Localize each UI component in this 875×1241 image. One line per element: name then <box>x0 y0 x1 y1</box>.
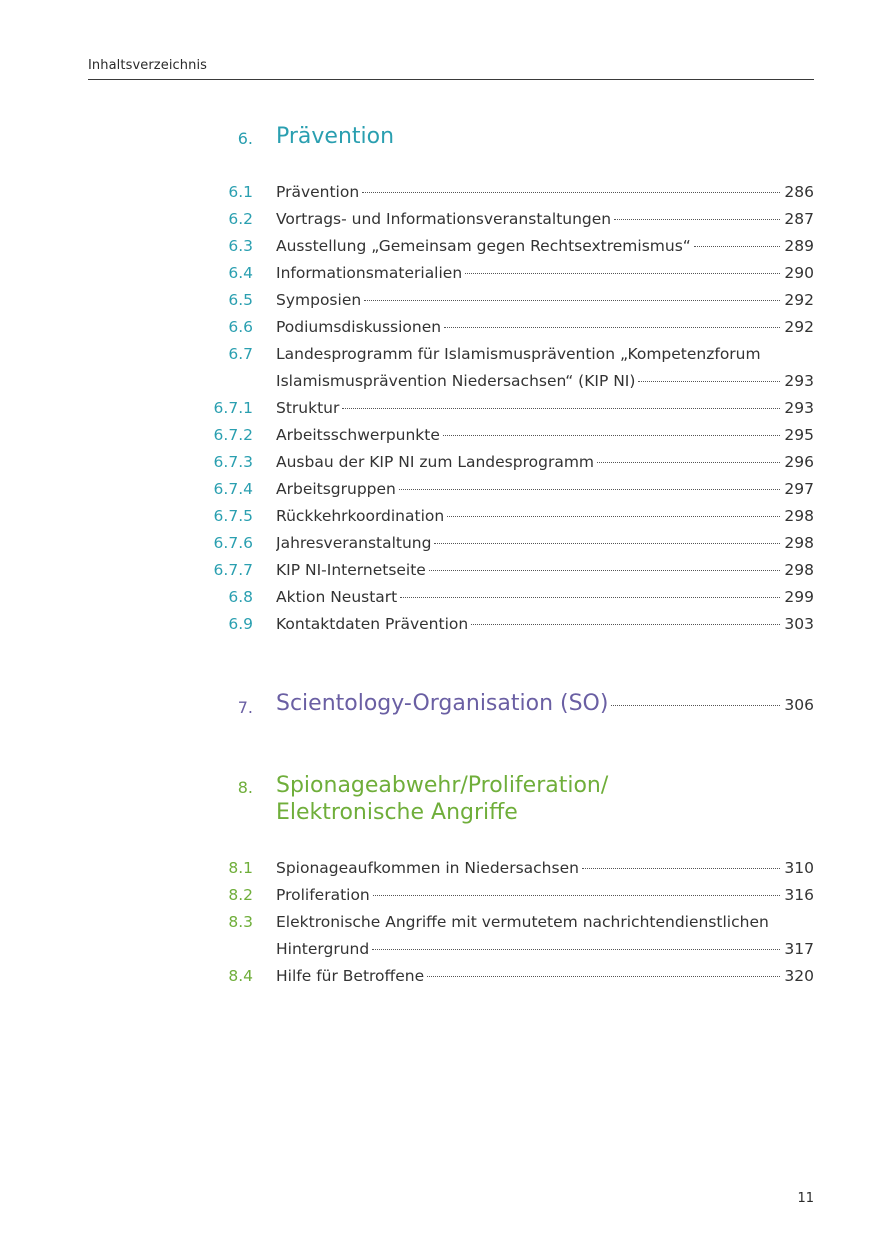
toc-entry-6-6[interactable] <box>0 314 875 341</box>
header-rule <box>88 79 814 80</box>
dot-leader <box>362 192 780 193</box>
entry-number: 6.6 <box>228 318 253 336</box>
entry-title: Arbeitsschwerpunkte <box>276 426 440 444</box>
entry-number: 6.4 <box>228 264 253 282</box>
entry-line <box>276 260 814 287</box>
dot-leader <box>364 300 780 301</box>
entry-number: 6.1 <box>228 183 253 201</box>
entry-title: Proliferation <box>276 886 370 904</box>
dot-leader <box>429 570 781 571</box>
entry-line <box>276 233 814 260</box>
toc-entry-6-7-2[interactable] <box>0 422 875 449</box>
chapter-6-number: 6. <box>237 129 253 148</box>
entry-title: Podiumsdiskussionen <box>276 318 442 336</box>
dot-leader <box>434 543 780 544</box>
toc-entry-8-3[interactable] <box>0 909 875 963</box>
entry-title: Kontaktdaten Prävention <box>276 615 469 633</box>
toc-entry-6-7-7[interactable] <box>0 557 875 584</box>
entry-number: 6.7.4 <box>213 480 253 498</box>
chapter-8-number: 8. <box>237 778 253 797</box>
dot-leader <box>373 895 781 896</box>
entry-number: 8.3 <box>228 913 253 931</box>
dot-leader <box>471 624 780 625</box>
entry-number: 6.7.2 <box>213 426 253 444</box>
toc-entry-6-4[interactable] <box>0 260 875 287</box>
entry-page: 298 <box>784 534 814 552</box>
chapter-7-number: 7. <box>237 698 253 717</box>
entry-page: 298 <box>784 507 814 525</box>
entry-number: 6.5 <box>228 291 253 309</box>
entry-number: 6.3 <box>228 237 253 255</box>
entry-title: Symposien <box>276 291 362 309</box>
entry-page: 290 <box>784 264 814 282</box>
entry-number: 6.7.5 <box>213 507 253 525</box>
entry-page: 310 <box>784 859 814 877</box>
entry-line <box>276 287 814 314</box>
entry-page: 296 <box>784 453 814 471</box>
entry-number: 6.7 <box>228 345 253 363</box>
entry-title: Ausbau der KIP NI zum Landesprogramm <box>276 453 595 471</box>
entry-page: 320 <box>784 967 814 985</box>
entry-line <box>276 476 814 503</box>
entry-line <box>276 314 814 341</box>
dot-leader <box>443 435 781 436</box>
entry-number: 6.2 <box>228 210 253 228</box>
entry-line <box>276 882 814 909</box>
entry-title: Arbeitsgruppen <box>276 480 396 498</box>
dot-leader <box>694 246 781 247</box>
chapter-7-entry[interactable] <box>0 690 875 724</box>
entry-line <box>276 690 814 724</box>
dot-leader <box>400 597 780 598</box>
entry-title: Prävention <box>276 183 360 201</box>
entry-page: 303 <box>784 615 814 633</box>
entry-line <box>276 530 814 557</box>
entry-page: 297 <box>784 480 814 498</box>
entry-number: 8.2 <box>228 886 253 904</box>
dot-leader <box>465 273 780 274</box>
toc-entry-6-7-1[interactable] <box>0 395 875 422</box>
entry-page: 293 <box>784 399 814 417</box>
entry-page: 298 <box>784 561 814 579</box>
dot-leader <box>597 462 780 463</box>
dot-leader <box>372 949 780 950</box>
entry-page: 295 <box>784 426 814 444</box>
dot-leader <box>447 516 780 517</box>
dot-leader <box>611 705 780 706</box>
dot-leader <box>614 219 780 220</box>
entry-number: 6.7.7 <box>213 561 253 579</box>
entry-title: KIP NI-Internetseite <box>276 561 426 579</box>
entry-page: 316 <box>784 886 814 904</box>
toc-entry-6-8[interactable] <box>0 584 875 611</box>
entry-number: 8.1 <box>228 859 253 877</box>
entry-line <box>276 179 814 206</box>
toc-entry-8-4[interactable] <box>0 963 875 990</box>
entry-page: 292 <box>784 318 814 336</box>
chapter-7-title: Scientology-Organisation (SO) <box>276 691 609 716</box>
entry-number: 6.8 <box>228 588 253 606</box>
running-head: Inhaltsverzeichnis <box>88 58 208 73</box>
toc-entry-6-3[interactable] <box>0 233 875 260</box>
toc-entry-6-2[interactable] <box>0 206 875 233</box>
entry-title: Aktion Neustart <box>276 588 398 606</box>
chapter-7-page: 306 <box>784 696 814 714</box>
entry-number: 8.4 <box>228 967 253 985</box>
entry-title-line1: Elektronische Angriffe mit vermutetem nachrichtendienstlichen <box>276 913 769 931</box>
entry-line <box>276 395 814 422</box>
entry-title-line1: Landesprogramm für Islamismusprävention „Kompetenzforum <box>276 345 761 363</box>
toc-entry-6-7-4[interactable] <box>0 476 875 503</box>
toc-entry-6-9[interactable] <box>0 611 875 638</box>
toc-entry-6-7[interactable] <box>0 341 875 395</box>
entry-number: 6.7.1 <box>213 399 253 417</box>
entry-title: Struktur <box>276 399 340 417</box>
entry-line <box>276 449 814 476</box>
chapter-8-heading <box>0 772 875 828</box>
entry-line <box>276 206 814 233</box>
entry-title: Jahresveranstaltung <box>276 534 432 552</box>
chapter-6-heading <box>0 123 875 153</box>
dot-leader <box>427 976 780 977</box>
toc-entry-6-5[interactable] <box>0 287 875 314</box>
entry-title: Hilfe für Betroffene <box>276 967 425 985</box>
entry-page: 299 <box>784 588 814 606</box>
entry-line <box>276 557 814 584</box>
entry-page: 287 <box>784 210 814 228</box>
entry-number: 6.7.6 <box>213 534 253 552</box>
chapter-8-title-line1: Spionageabwehr/Proliferation/ <box>276 773 609 798</box>
entry-title: Hintergrund <box>276 940 370 958</box>
entry-line <box>276 611 814 638</box>
entry-number: 6.9 <box>228 615 253 633</box>
entry-title: Ausstellung „Gemeinsam gegen Rechtsextremismus“ <box>276 237 691 255</box>
toc-entry-8-2[interactable] <box>0 882 875 909</box>
dot-leader <box>582 868 780 869</box>
entry-line <box>276 584 814 611</box>
entry-line <box>276 422 814 449</box>
toc-entry-6-7-5[interactable] <box>0 503 875 530</box>
toc-entry-6-7-6[interactable] <box>0 530 875 557</box>
entry-number: 6.7.3 <box>213 453 253 471</box>
chapter-6-title: Prävention <box>276 124 395 149</box>
dot-leader <box>399 489 781 490</box>
entry-page: 293 <box>784 372 814 390</box>
entry-line <box>276 503 814 530</box>
toc-entry-6-7-3[interactable] <box>0 449 875 476</box>
entry-line <box>276 855 814 882</box>
dot-leader <box>444 327 780 328</box>
page-number: 11 <box>797 1191 814 1206</box>
entry-title: Spionageaufkommen in Niedersachsen <box>276 859 579 877</box>
dot-leader <box>638 381 780 382</box>
chapter-8-title-line2: Elektronische Angriffe <box>276 800 518 825</box>
dot-leader <box>342 408 780 409</box>
entry-page: 317 <box>784 940 814 958</box>
toc-entry-6-1[interactable] <box>0 179 875 206</box>
entry-title: Informationsmaterialien <box>276 264 463 282</box>
entry-title: Vortrags- und Informationsveranstaltungen <box>276 210 612 228</box>
entry-page: 289 <box>784 237 814 255</box>
entry-title: Islamismusprävention Niedersachsen“ (KIP NI) <box>276 372 636 390</box>
entry-page: 286 <box>784 183 814 201</box>
entry-line <box>276 936 814 963</box>
toc-entry-8-1[interactable] <box>0 855 875 882</box>
entry-line <box>276 963 814 990</box>
entry-page: 292 <box>784 291 814 309</box>
entry-line <box>276 368 814 395</box>
entry-title: Rückkehrkoordination <box>276 507 445 525</box>
